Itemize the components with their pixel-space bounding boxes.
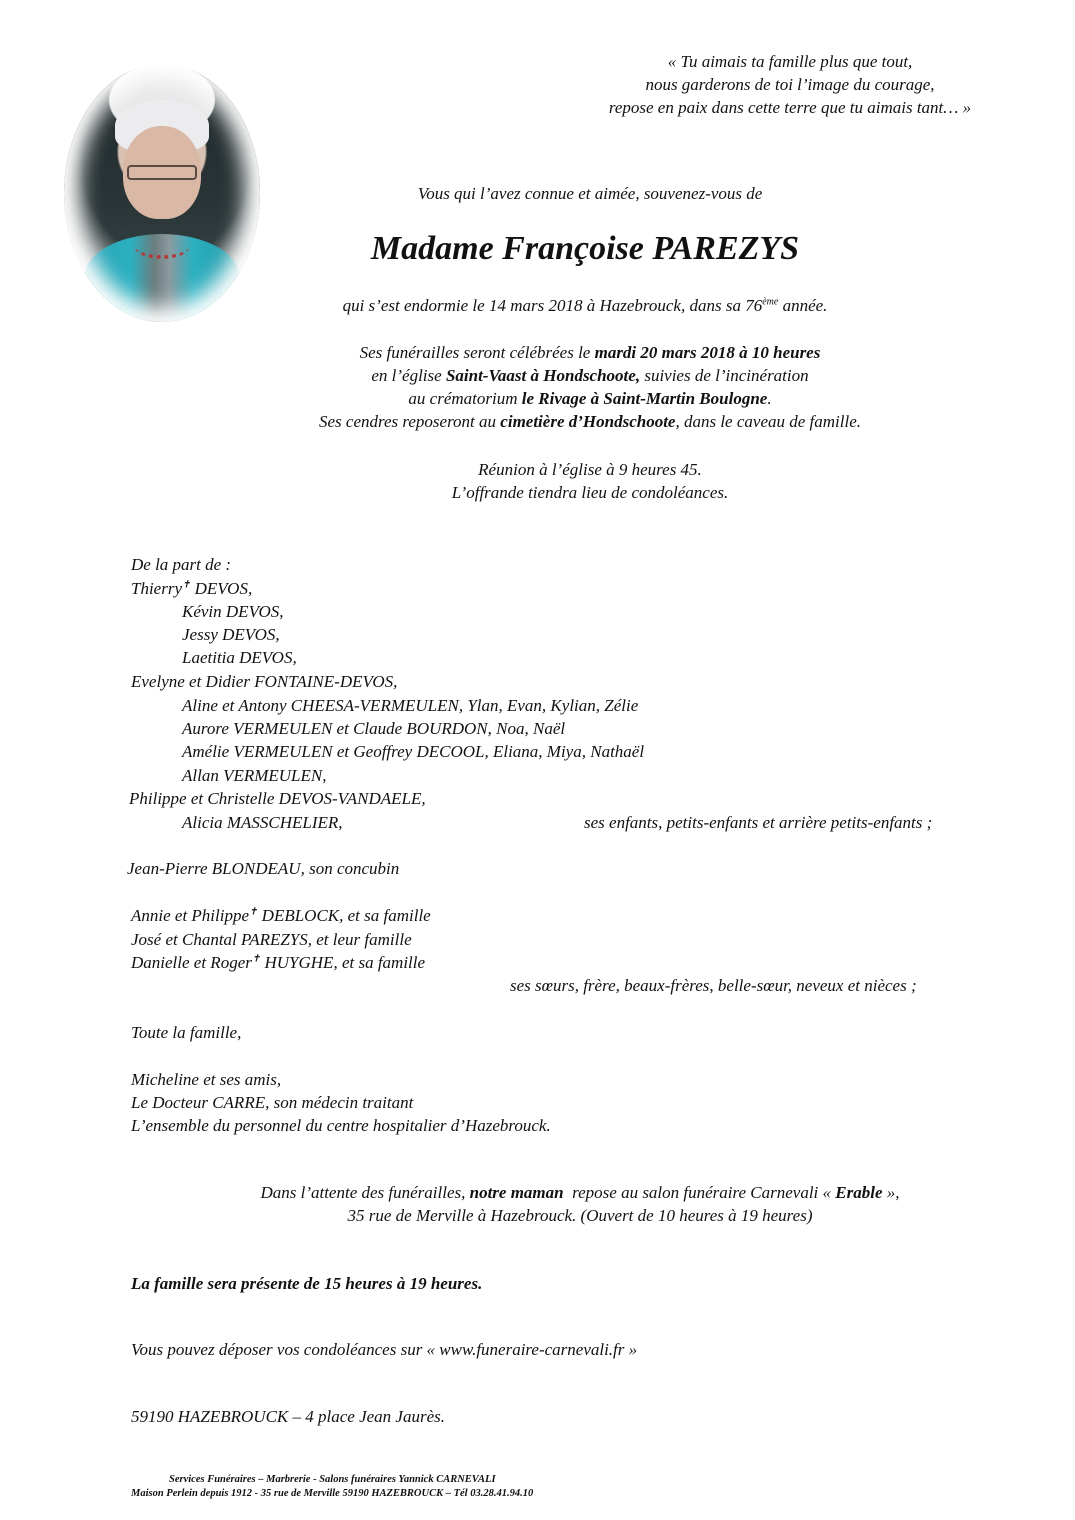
family-thierry bbox=[131, 577, 252, 600]
salon-text: repose au salon funéraire Carnevali « bbox=[563, 1183, 836, 1202]
family-toute: Toute la famille, bbox=[131, 1023, 242, 1042]
funeral-text: . bbox=[767, 389, 772, 408]
portrait-photo bbox=[64, 64, 260, 322]
family-aurore: Aurore VERMEULEN et Claude BOURDON, Noa, Naël bbox=[182, 719, 566, 738]
quote-line-1: « Tu aimais ta famille plus que tout, bbox=[667, 52, 913, 71]
cross-icon: ✝ bbox=[182, 579, 191, 591]
condoleances-text: Vous pouvez déposer vos condoléances sur « www.funeraire-carnevali.fr » bbox=[131, 1340, 638, 1359]
footer-line-2: Maison Perlein depuis 1912 - 35 rue de Merville 59190 HAZEBROUCK – Tél 03.28.41.94.10 bbox=[131, 1488, 534, 1499]
reunion-line-1: Réunion à l’église à 9 heures 45. bbox=[478, 460, 702, 479]
page-title: Madame Françoise PAREZYS bbox=[370, 230, 800, 267]
funeral-text: , dans le caveau de famille. bbox=[675, 412, 861, 431]
funeral-text: Ses cendres reposeront au bbox=[318, 412, 501, 431]
cross-icon: ✝ bbox=[251, 953, 261, 965]
funeral-church: Saint-Vaast à Hondschoote, bbox=[445, 366, 641, 385]
salon-maman: notre maman bbox=[469, 1183, 564, 1202]
address-text: 59190 HAZEBROUCK – 4 place Jean Jaurès. bbox=[131, 1407, 445, 1426]
funeral-line-1 bbox=[230, 341, 950, 364]
funeral-line-4 bbox=[230, 410, 950, 433]
family-danielle bbox=[131, 951, 425, 974]
quote-line-2: nous garderons de toi l’image du courage, bbox=[645, 75, 935, 94]
family-name: Annie et Philippe bbox=[131, 906, 250, 925]
family-name: DEBLOCK, et sa famille bbox=[257, 906, 431, 925]
death-text-end: année. bbox=[778, 296, 828, 315]
death-sup: ème bbox=[762, 296, 779, 308]
family-docteur: Le Docteur CARRE, son médecin traitant bbox=[131, 1093, 414, 1112]
funeral-text: Ses funérailles seront célébrées le bbox=[359, 343, 595, 362]
funeral-cemetery: cimetière d’Hondschoote bbox=[500, 412, 676, 431]
family-philippe: Philippe et Christelle DEVOS-VANDAELE, bbox=[129, 789, 426, 808]
family-allan: Allan VERMEULEN, bbox=[182, 766, 327, 785]
family-name: Thierry bbox=[131, 579, 182, 598]
presence-text: La famille sera présente de 15 heures à 19 heures. bbox=[131, 1274, 483, 1293]
cross-icon: ✝ bbox=[249, 906, 258, 918]
portrait-vignette bbox=[64, 64, 260, 322]
funeral-line-3 bbox=[230, 387, 950, 410]
family-aline: Aline et Antony CHEESA-VERMEULEN, Ylan, Evan, Kylian, Zélie bbox=[182, 696, 639, 715]
salon-line-1 bbox=[180, 1181, 980, 1204]
salon-line-2: 35 rue de Merville à Hazebrouck. (Ouvert de 10 heures à 19 heures) bbox=[347, 1206, 813, 1225]
family-jeanpierre: Jean-Pierre BLONDEAU, son concubin bbox=[127, 859, 400, 878]
family-header: De la part de : bbox=[131, 555, 232, 574]
funeral-text: au crématorium bbox=[408, 389, 522, 408]
family-laetitia: Laetitia DEVOS, bbox=[182, 648, 297, 667]
funeral-line-2 bbox=[230, 364, 950, 387]
death-notice bbox=[230, 294, 940, 317]
footer-line-1: Services Funéraires – Marbrerie - Salons funéraires Yannick CARNEVALI bbox=[169, 1474, 496, 1485]
death-text: qui s’est endormie le 14 mars 2018 à Hazebrouck, dans sa 76 bbox=[342, 296, 763, 315]
family-name: Danielle et Roger bbox=[131, 953, 252, 972]
family-siblings-role: ses sœurs, frère, beaux-frères, belle-sœur, neveux et nièces ; bbox=[510, 976, 917, 995]
funeral-text: suivies de l’incinération bbox=[640, 366, 809, 385]
family-personnel: L’ensemble du personnel du centre hospitalier d’Hazebrouck. bbox=[131, 1116, 551, 1135]
salon-text: », bbox=[882, 1183, 900, 1202]
family-children-role: ses enfants, petits-enfants et arrière petits-enfants ; bbox=[584, 813, 933, 832]
intro-text: Vous qui l’avez connue et aimée, souvenez-vous de bbox=[417, 184, 763, 203]
funeral-date: mardi 20 mars 2018 à 10 heures bbox=[594, 343, 821, 362]
family-name: HUYGHE, et sa famille bbox=[260, 953, 426, 972]
quote-line-3: repose en paix dans cette terre que tu aimais tant… » bbox=[608, 98, 972, 117]
salon-name: Erable bbox=[835, 1183, 883, 1202]
family-jose: José et Chantal PAREZYS, et leur famille bbox=[131, 930, 412, 949]
family-alicia: Alicia MASSCHELIER, bbox=[182, 813, 343, 832]
family-annie bbox=[131, 904, 431, 927]
funeral-crematorium: le Rivage à Saint-Martin Boulogne bbox=[521, 389, 768, 408]
family-evelyne: Evelyne et Didier FONTAINE-DEVOS, bbox=[131, 672, 398, 691]
family-micheline: Micheline et ses amis, bbox=[131, 1070, 282, 1089]
salon-text: Dans l’attente des funérailles, bbox=[260, 1183, 470, 1202]
family-jessy: Jessy DEVOS, bbox=[182, 625, 280, 644]
family-amelie: Amélie VERMEULEN et Geoffrey DECOOL, Eliana, Miya, Nathaël bbox=[182, 742, 645, 761]
family-name: DEVOS, bbox=[190, 579, 253, 598]
family-kevin: Kévin DEVOS, bbox=[182, 602, 284, 621]
reunion-line-2: L’offrande tiendra lieu de condoléances. bbox=[451, 483, 729, 502]
funeral-text: en l’église bbox=[371, 366, 446, 385]
